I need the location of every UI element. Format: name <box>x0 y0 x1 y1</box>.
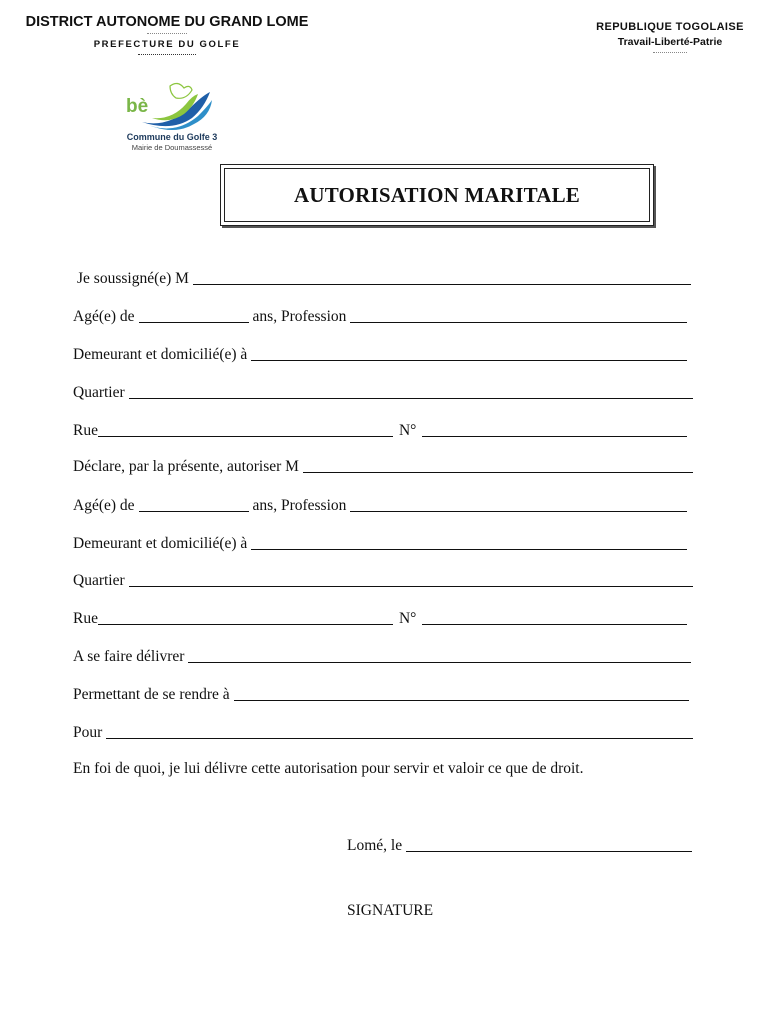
logo-subtitle: Mairie de Doumassessé <box>131 143 213 152</box>
document-title: AUTORISATION MARITALE <box>294 182 580 207</box>
title-box <box>220 164 654 226</box>
date-line <box>347 835 692 855</box>
form-line-delivrer <box>73 646 691 666</box>
fill-line[interactable] <box>129 397 693 399</box>
label-declare: Déclare, par la présente, autoriser M <box>73 458 299 475</box>
divider <box>147 33 187 34</box>
fill-line[interactable] <box>188 661 691 663</box>
header-left <box>22 14 312 55</box>
form-line-declare <box>73 456 693 476</box>
label-pour: Pour <box>73 724 103 741</box>
fill-line[interactable] <box>98 435 393 437</box>
prefecture-title: PREFECTURE DU GOLFE <box>93 39 241 50</box>
form-line-rue-1 <box>73 420 687 440</box>
label-quartier: Quartier <box>73 384 125 401</box>
fill-line[interactable] <box>139 321 249 323</box>
header-right <box>585 21 755 53</box>
divider <box>138 54 196 55</box>
label-demeurant: Demeurant et domicilié(e) à <box>73 346 248 363</box>
label-soussigne: Je soussigné(e) M <box>77 270 189 287</box>
fill-line[interactable] <box>193 283 691 285</box>
fill-line[interactable] <box>303 471 693 473</box>
form-line-demeurant-1 <box>73 344 687 364</box>
form-line-quartier-2 <box>73 570 693 590</box>
district-title: DISTRICT AUTONOME DU GRAND LOME <box>25 14 309 30</box>
label-age: Agé(e) de <box>73 308 135 325</box>
form-line-age-1 <box>73 306 687 326</box>
label-age: Agé(e) de <box>73 497 135 514</box>
fill-line[interactable] <box>234 699 689 701</box>
label-quartier: Quartier <box>73 572 125 589</box>
fill-line[interactable] <box>422 623 687 625</box>
logo-icon <box>112 78 232 134</box>
label-profession: ans, Profession <box>252 497 347 514</box>
fill-line[interactable] <box>251 359 687 361</box>
form-line-rendre <box>73 684 689 704</box>
closing-statement: En foi de quoi, je lui délivre cette autorisation pour servir et valoir ce que de droit. <box>73 760 584 777</box>
form-line-rue-2 <box>73 608 687 628</box>
fill-line[interactable] <box>129 585 693 587</box>
divider <box>653 52 687 53</box>
form-line-pour <box>73 722 693 742</box>
label-numero: N° <box>398 610 417 627</box>
signature-label: SIGNATURE <box>347 902 434 919</box>
form-line-quartier-1 <box>73 382 693 402</box>
fill-line[interactable] <box>251 548 687 550</box>
label-demeurant: Demeurant et domicilié(e) à <box>73 535 248 552</box>
devise-text: Travail-Liberté-Patrie <box>617 36 723 48</box>
commune-logo <box>112 78 232 154</box>
label-rendre: Permettant de se rendre à <box>73 686 230 703</box>
form-line-demeurant-2 <box>73 533 687 553</box>
fill-line[interactable] <box>350 321 687 323</box>
fill-line[interactable] <box>406 850 692 852</box>
fill-line[interactable] <box>139 510 249 512</box>
label-rue: Rue <box>73 610 98 627</box>
form-line-age-2 <box>73 495 687 515</box>
svg-text:bè: bè <box>126 96 149 117</box>
label-delivrer: A se faire délivrer <box>73 648 185 665</box>
fill-line[interactable] <box>422 435 687 437</box>
logo-name: Commune du Golfe 3 <box>126 132 218 142</box>
republique-title: REPUBLIQUE TOGOLAISE <box>596 21 744 33</box>
fill-line[interactable] <box>350 510 687 512</box>
label-rue: Rue <box>73 422 98 439</box>
form-line-soussigne <box>77 268 691 288</box>
fill-line[interactable] <box>98 623 393 625</box>
fill-line[interactable] <box>106 737 693 739</box>
label-numero: N° <box>398 422 417 439</box>
label-profession: ans, Profession <box>252 308 347 325</box>
label-lome: Lomé, le <box>347 837 403 854</box>
